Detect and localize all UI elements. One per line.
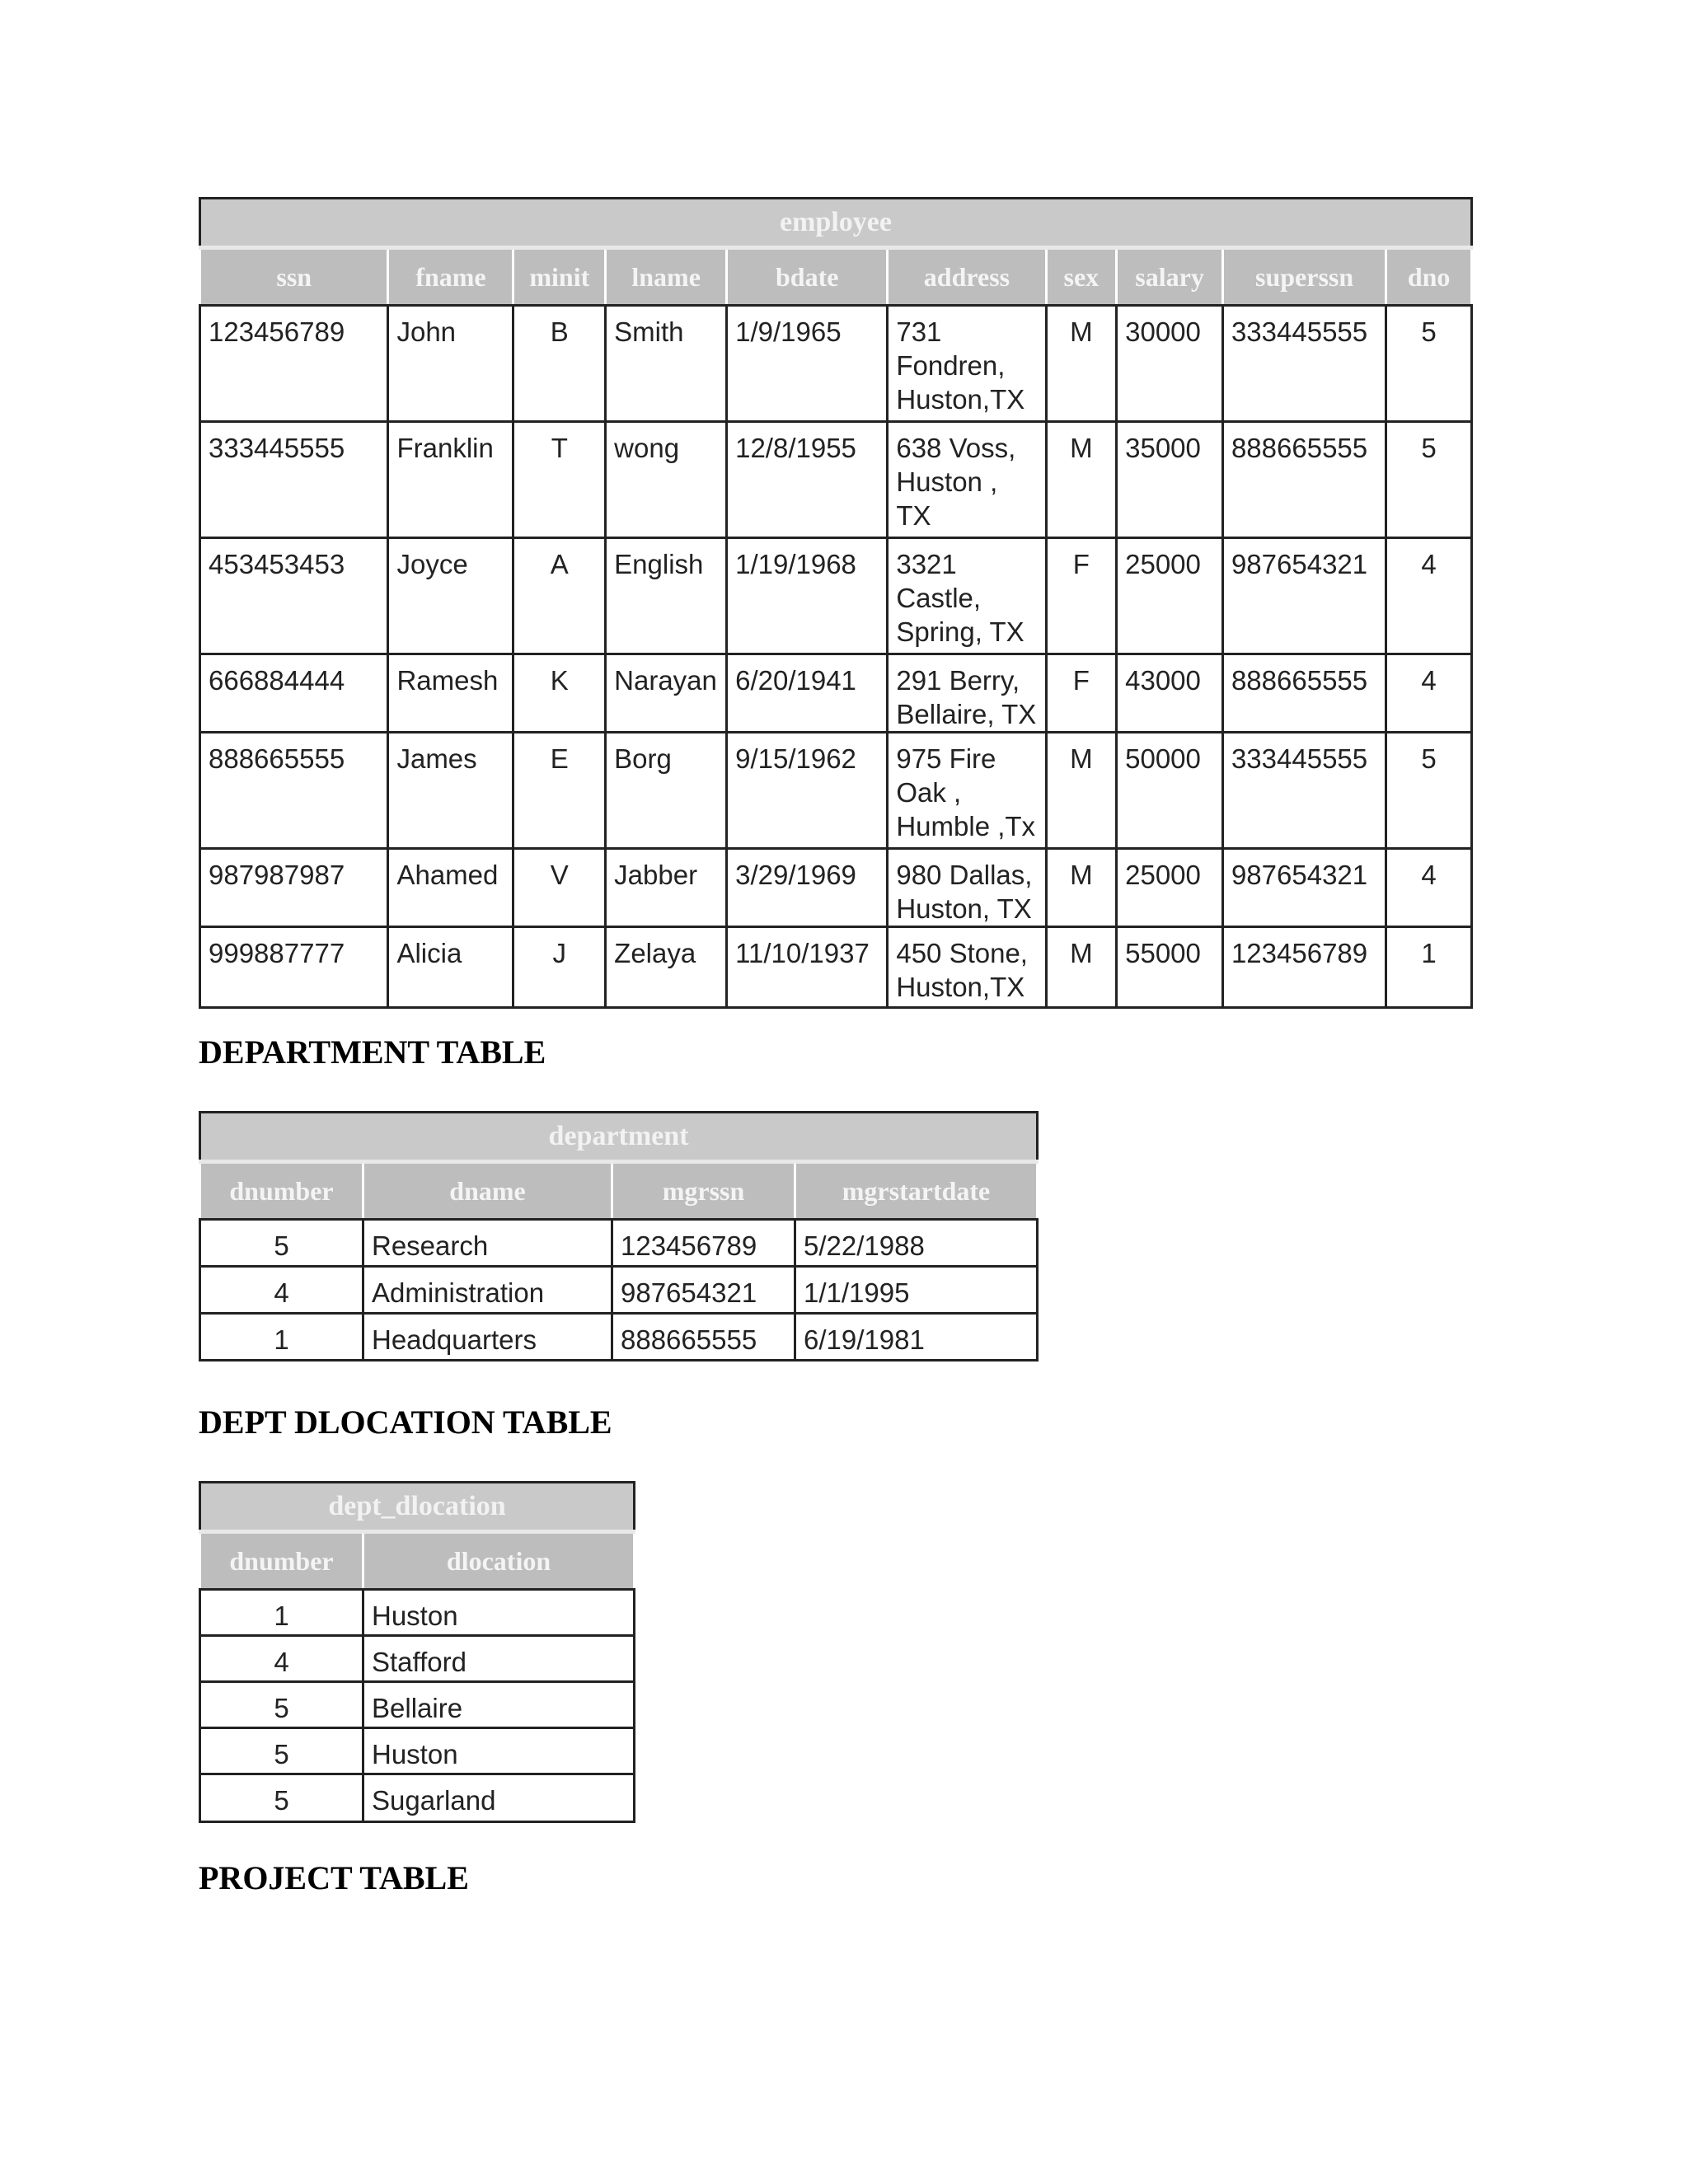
table-cell: 333445555 <box>200 422 388 538</box>
table-cell: 35000 <box>1117 422 1223 538</box>
table-cell: Joyce <box>388 538 513 654</box>
table-cell: 999887777 <box>200 927 388 1008</box>
column-header: bdate <box>727 248 888 306</box>
table-cell: M <box>1046 422 1117 538</box>
table-title: dept_dlocation <box>200 1483 635 1532</box>
table-row <box>200 306 1472 422</box>
table-cell: 3321 Castle, Spring, TX <box>888 538 1046 654</box>
table-cell: 638 Voss, Huston , TX <box>888 422 1046 538</box>
column-header: mgrssn <box>612 1162 795 1220</box>
table-cell: 888665555 <box>1222 654 1386 733</box>
table-cell: 1/9/1965 <box>727 306 888 422</box>
table-cell: M <box>1046 849 1117 927</box>
table-cell: 4 <box>1386 654 1472 733</box>
table-cell: 666884444 <box>200 654 388 733</box>
table-row <box>200 1682 635 1728</box>
table-cell: 731 Fondren, Huston,TX <box>888 306 1046 422</box>
table-cell: 11/10/1937 <box>727 927 888 1008</box>
table-cell: 1 <box>200 1314 363 1361</box>
header-row <box>200 248 1472 306</box>
table-cell: Borg <box>606 733 727 849</box>
table-cell: 5 <box>1386 422 1472 538</box>
column-header: address <box>888 248 1046 306</box>
table-cell: Stafford <box>363 1636 635 1682</box>
column-header: fname <box>388 248 513 306</box>
table-cell: 291 Berry, Bellaire, TX <box>888 654 1046 733</box>
column-header: sex <box>1046 248 1117 306</box>
table-row <box>200 654 1472 733</box>
table-cell: 5 <box>1386 306 1472 422</box>
table-cell: 55000 <box>1117 927 1223 1008</box>
table-row <box>200 538 1472 654</box>
table-cell: 987654321 <box>612 1267 795 1314</box>
table-row <box>200 1220 1038 1267</box>
table-cell: 5 <box>1386 733 1472 849</box>
table-cell: wong <box>606 422 727 538</box>
table-row <box>200 927 1472 1008</box>
column-header: minit <box>513 248 606 306</box>
table-cell: Alicia <box>388 927 513 1008</box>
table-cell: 333445555 <box>1222 306 1386 422</box>
table-cell: Sugarland <box>363 1774 635 1822</box>
department-table-heading: DEPARTMENT TABLE <box>199 1033 546 1071</box>
table-cell: Research <box>363 1220 612 1267</box>
table-cell: A <box>513 538 606 654</box>
table-cell: 1/19/1968 <box>727 538 888 654</box>
table-cell: Narayan <box>606 654 727 733</box>
table-cell: 123456789 <box>612 1220 795 1267</box>
column-header: salary <box>1117 248 1223 306</box>
table-cell: Jabber <box>606 849 727 927</box>
column-header: dnumber <box>200 1162 363 1220</box>
table-cell: 6/20/1941 <box>727 654 888 733</box>
table-row <box>200 1314 1038 1361</box>
table-cell: F <box>1046 538 1117 654</box>
table-cell: T <box>513 422 606 538</box>
table-row <box>200 422 1472 538</box>
table-cell: 4 <box>200 1267 363 1314</box>
table-cell: 25000 <box>1117 849 1223 927</box>
table-cell: J <box>513 927 606 1008</box>
table-row <box>200 1636 635 1682</box>
dept-dlocation-table <box>199 1481 635 1823</box>
table-cell: 9/15/1962 <box>727 733 888 849</box>
table-cell: 12/8/1955 <box>727 422 888 538</box>
table-cell: 450 Stone, Huston,TX <box>888 927 1046 1008</box>
table-cell: 4 <box>1386 538 1472 654</box>
table-cell: Bellaire <box>363 1682 635 1728</box>
header-row <box>200 1162 1038 1220</box>
table-cell: Smith <box>606 306 727 422</box>
table-cell: Huston <box>363 1590 635 1636</box>
table-cell: 4 <box>1386 849 1472 927</box>
table-cell: Franklin <box>388 422 513 538</box>
column-header: lname <box>606 248 727 306</box>
table-cell: James <box>388 733 513 849</box>
table-title: employee <box>200 199 1472 248</box>
table-cell: 5 <box>200 1774 363 1822</box>
table-cell: B <box>513 306 606 422</box>
table-cell: 888665555 <box>200 733 388 849</box>
table-cell: M <box>1046 306 1117 422</box>
table-cell: F <box>1046 654 1117 733</box>
table-cell: Headquarters <box>363 1314 612 1361</box>
table-cell: 987654321 <box>1222 849 1386 927</box>
table-cell: 43000 <box>1117 654 1223 733</box>
table-cell: 888665555 <box>612 1314 795 1361</box>
table-row <box>200 1267 1038 1314</box>
dlocation-table-heading: DEPT DLOCATION TABLE <box>199 1404 612 1441</box>
table-cell: 1 <box>1386 927 1472 1008</box>
table-cell: M <box>1046 927 1117 1008</box>
column-header: ssn <box>200 248 388 306</box>
table-cell: 5/22/1988 <box>795 1220 1038 1267</box>
table-cell: 50000 <box>1117 733 1223 849</box>
table-cell: 333445555 <box>1222 733 1386 849</box>
table-cell: 6/19/1981 <box>795 1314 1038 1361</box>
column-header: dlocation <box>363 1532 635 1590</box>
table-cell: John <box>388 306 513 422</box>
table-cell: 987654321 <box>1222 538 1386 654</box>
table-row <box>200 1774 635 1822</box>
table-cell: Zelaya <box>606 927 727 1008</box>
table-cell: Ahamed <box>388 849 513 927</box>
table-cell: 30000 <box>1117 306 1223 422</box>
table-cell: V <box>513 849 606 927</box>
table-cell: M <box>1046 733 1117 849</box>
table-cell: 5 <box>200 1682 363 1728</box>
table-title: department <box>200 1113 1038 1162</box>
table-cell: 1/1/1995 <box>795 1267 1038 1314</box>
table-cell: 25000 <box>1117 538 1223 654</box>
table-cell: 980 Dallas, Huston, TX <box>888 849 1046 927</box>
table-row <box>200 1728 635 1774</box>
table-cell: 3/29/1969 <box>727 849 888 927</box>
table-cell: 975 Fire Oak , Humble ,Tx <box>888 733 1046 849</box>
employee-table <box>199 197 1473 1009</box>
table-cell: 123456789 <box>1222 927 1386 1008</box>
table-row <box>200 849 1472 927</box>
table-cell: 453453453 <box>200 538 388 654</box>
table-cell: English <box>606 538 727 654</box>
table-cell: 4 <box>200 1636 363 1682</box>
table-cell: K <box>513 654 606 733</box>
column-header: superssn <box>1222 248 1386 306</box>
table-cell: 1 <box>200 1590 363 1636</box>
department-table <box>199 1111 1039 1361</box>
table-cell: Huston <box>363 1728 635 1774</box>
table-cell: 5 <box>200 1728 363 1774</box>
table-row <box>200 1590 635 1636</box>
table-cell: 888665555 <box>1222 422 1386 538</box>
table-cell: 123456789 <box>200 306 388 422</box>
column-header: dnumber <box>200 1532 363 1590</box>
project-table-heading: PROJECT TABLE <box>199 1859 469 1896</box>
column-header: mgrstartdate <box>795 1162 1038 1220</box>
table-cell: Administration <box>363 1267 612 1314</box>
header-row <box>200 1532 635 1590</box>
table-cell: 5 <box>200 1220 363 1267</box>
table-cell: 987987987 <box>200 849 388 927</box>
table-row <box>200 733 1472 849</box>
column-header: dname <box>363 1162 612 1220</box>
table-cell: E <box>513 733 606 849</box>
table-cell: Ramesh <box>388 654 513 733</box>
column-header: dno <box>1386 248 1472 306</box>
